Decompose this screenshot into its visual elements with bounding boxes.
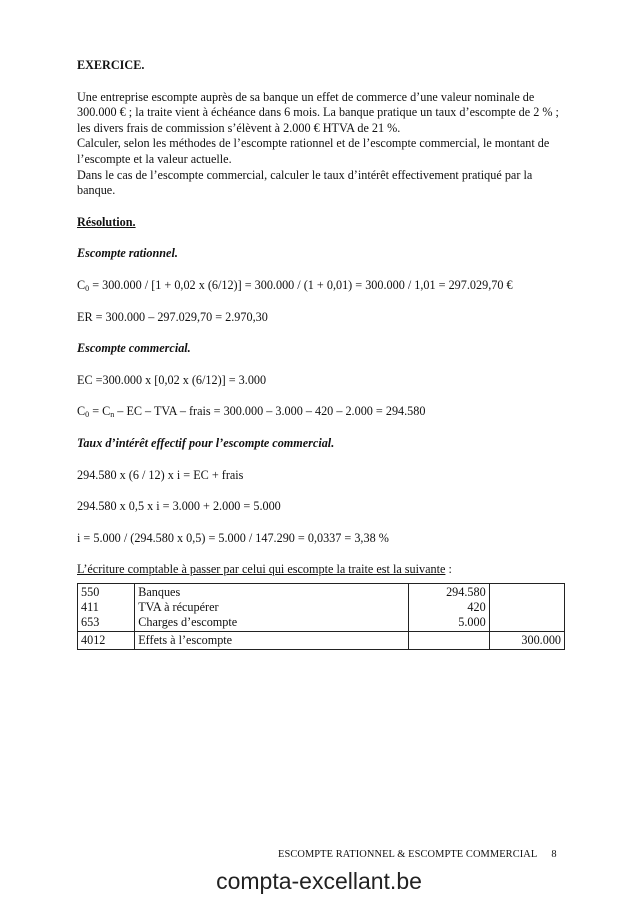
resolution-title: Résolution. [77,214,136,229]
page-number: 8 [551,849,557,860]
debit-labels-cell: Banques TVA à récupérer Charges d’escompte [135,583,409,631]
table-row [78,631,565,649]
exercise-statement-1: Une entreprise escompte auprès de sa banque un effet de commerce d’une valeur nominale de 300.000 € ; la traite vient à échéance dans 6 mois. La banque pratique un taux d’escompte de 2 % ; les divers frais de commission s’élèvent à 2.000 € HTVA de 21 %. [77,89,559,135]
debit-accounts-cell: 550 411 653 [78,583,135,631]
rational-heading: Escompte rationnel. [77,246,178,261]
effective-rate-line-3: i = 5.000 / (294.580 x 0,5) = 5.000 / 147.290 = 0,0337 = 3,38 % [77,530,389,545]
credit-label-cell: Effets à l’escompte [135,631,409,649]
rational-line-2: ER = 300.000 – 297.029,70 = 2.970,30 [77,309,268,324]
exercise-statement-3: Dans le cas de l’escompte commercial, calculer le taux d’intérêt effectivement pratiqué par la banque. [77,167,533,198]
running-title: ESCOMPTE RATIONNEL & ESCOMPTE COMMERCIAL [278,849,538,860]
debit-empty-cell [409,631,489,649]
credit-account-cell: 4012 [78,631,135,649]
commercial-line-1: EC =300.000 x [0,02 x (6/12)] = 3.000 [77,372,267,387]
credit-amount-cell: 300.000 [489,631,564,649]
effective-rate-heading: Taux d’intérêt effectif pour l’escompte commercial. [77,435,335,450]
exercise-title: EXERCICE. [77,58,145,72]
journal-entry-table [77,583,565,650]
site-watermark: compta-excellant.be [216,868,422,894]
credit-empty-cell [489,583,564,631]
table-row [78,583,565,631]
rational-line-1: $C_0 = 300.000 / [1 + 0,02$ x (6/12)] = 300.000 / (1 + 0,01) = 300.000 / 1,01 = 297.029,70 € [77,277,513,293]
page-footer [278,849,557,860]
commercial-line-2: $C_0 = C_n$ – EC – TVA – frais = 300.000 – 3.000 – 420 – 2.000 = 294.580 [77,404,426,420]
exercise-statement-2: Calculer, selon les méthodes de l’escompte rationnel et de l’escompte commercial, le montant de l’escompte et la valeur actuelle. [77,136,550,166]
effective-rate-line-1: 294.580 x (6 / 12) x i = EC + frais [77,467,244,482]
entry-intro: L’écriture comptable à passer par celui qui escompte la traite est la suivante : [77,562,452,577]
debit-amounts-cell: 294.580 420 5.000 [409,583,489,631]
effective-rate-line-2: 294.580 x 0,5 x i = 3.000 + 2.000 = 5.000 [77,499,281,514]
document-page [77,58,564,650]
commercial-heading: Escompte commercial. [77,341,191,356]
